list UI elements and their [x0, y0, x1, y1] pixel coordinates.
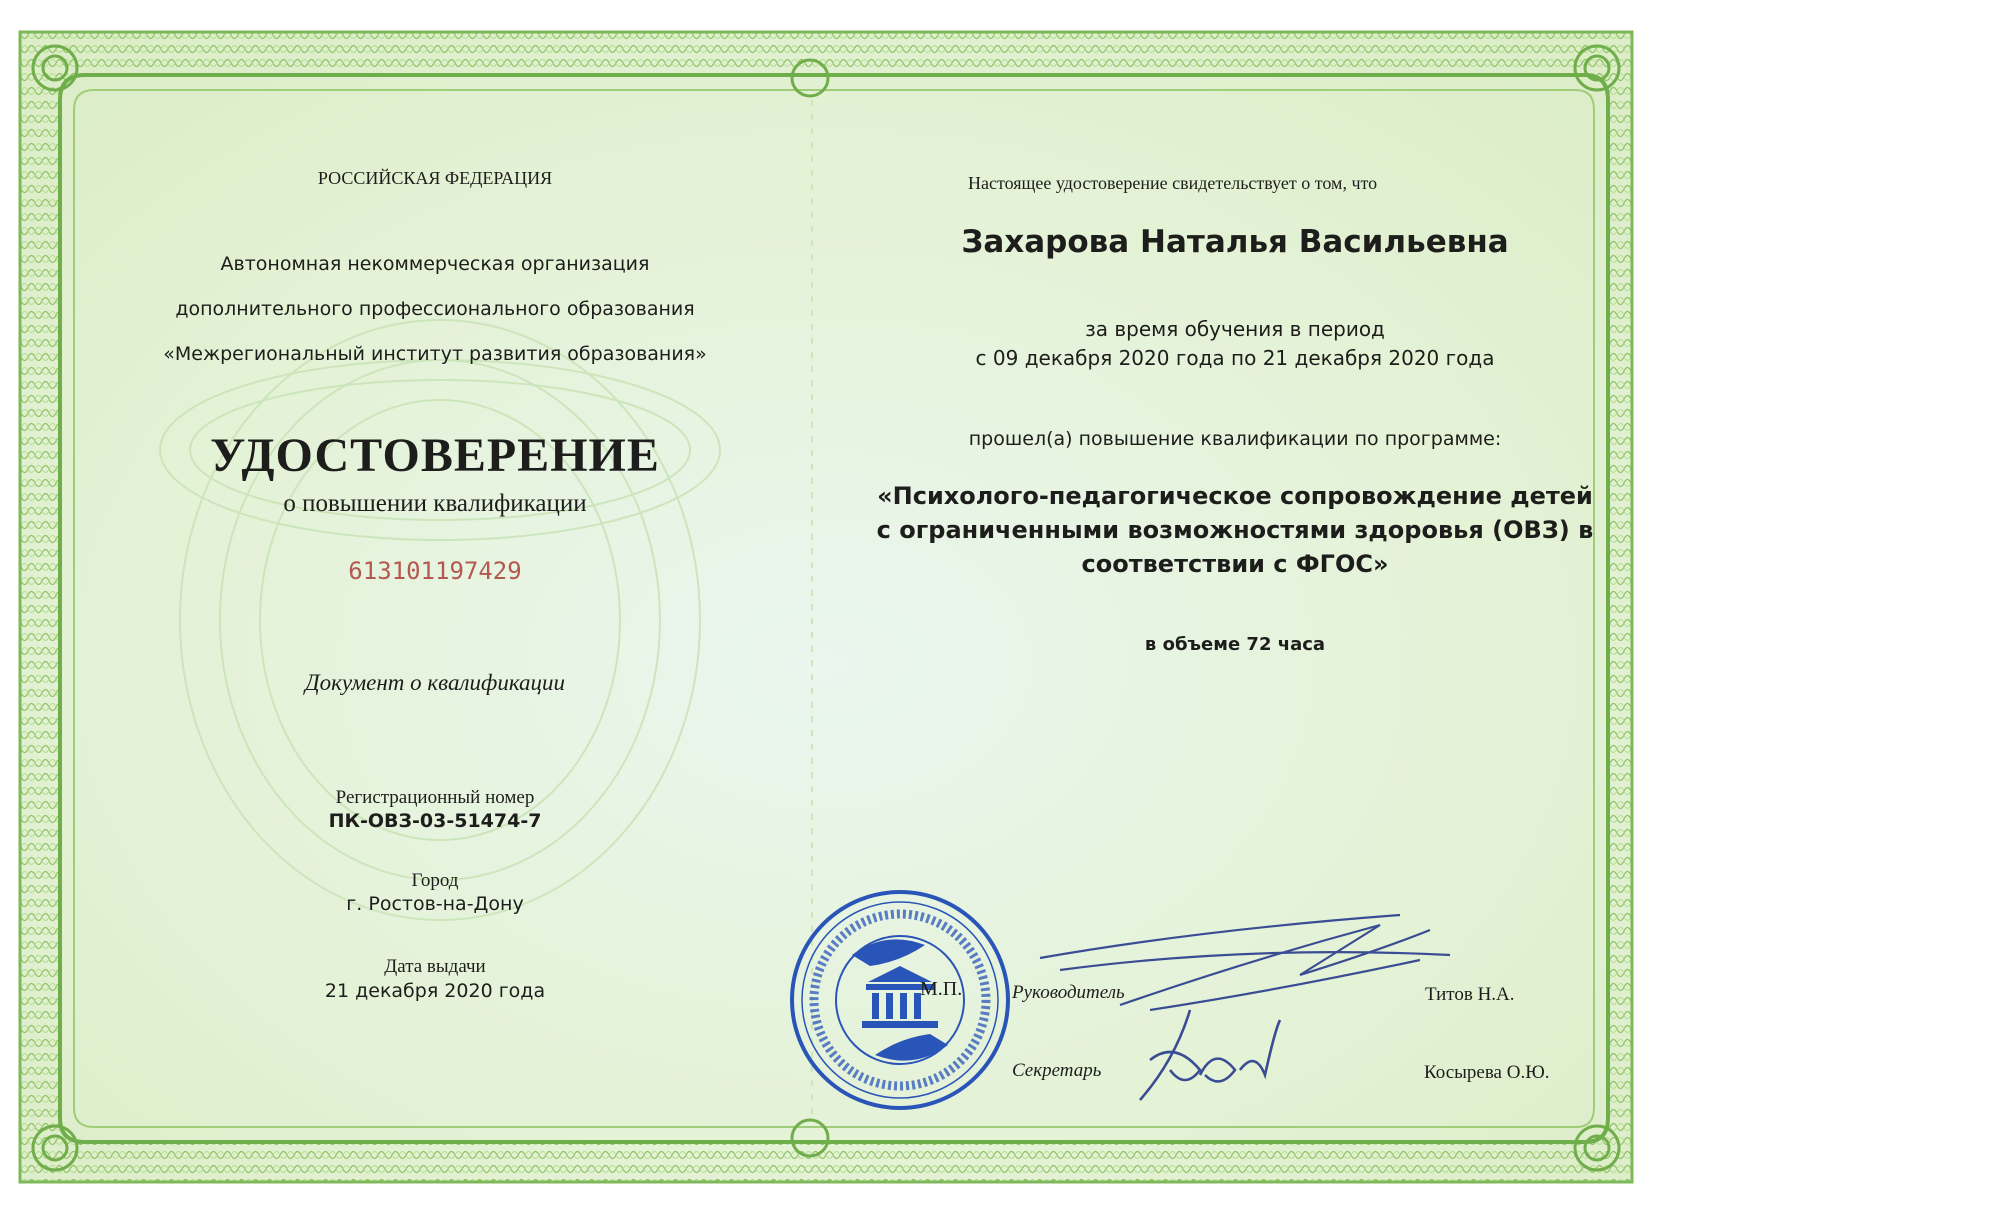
document-subtitle: о повышении квалификации	[283, 490, 587, 517]
secretary-name: Косырева О.Ю.	[1424, 1062, 1550, 1083]
head-name: Титов Н.А.	[1425, 984, 1515, 1005]
course-volume: в объеме 72 часа	[1144, 634, 1326, 655]
study-period-line-2: с 09 декабря 2020 года по 21 декабря 2020 года	[975, 346, 1495, 370]
registration-number: ПК-ОВЗ-03-51474-7	[328, 810, 542, 832]
org-name-line-2: дополнительного профессионального образования	[175, 298, 695, 320]
secretary-label: Секретарь	[1012, 1060, 1102, 1081]
program-title-line-2: с ограниченными возможностями здоровья (ОВЗ) в	[876, 516, 1594, 544]
passed-training-text: прошел(а) повышение квалификации по программе:	[968, 428, 1502, 450]
program-title-line-3: соответствии с ФГОС»	[1081, 550, 1389, 578]
issue-date-label: Дата выдачи	[384, 956, 486, 977]
document-title: УДОСТОВЕРЕНИЕ	[210, 429, 660, 482]
registration-label: Регистрационный номер	[335, 787, 535, 808]
intro-text: Настоящее удостоверение свидетельствует о том, что	[968, 173, 1378, 193]
city-label: Город	[411, 870, 459, 891]
issue-date-value: 21 декабря 2020 года	[324, 980, 546, 1002]
recipient-name: Захарова Наталья Васильевна	[961, 224, 1509, 260]
city-value: г. Ростов-на-Дону	[346, 893, 524, 915]
org-name-line-3: «Межрегиональный институт развития образования»	[163, 343, 707, 365]
org-name-line-1: Автономная некоммерческая организация	[220, 253, 650, 275]
head-label: Руководитель	[1012, 982, 1125, 1003]
document-type: Документ о квалификации	[304, 670, 566, 695]
seal-place-label: М.П.	[920, 978, 963, 1000]
study-period-line-1: за время обучения в период	[1085, 317, 1385, 341]
country-name: РОССИЙСКАЯ ФЕДЕРАЦИЯ	[317, 168, 553, 188]
program-title-line-1: «Психолого-педагогическое сопровождение детей	[877, 482, 1593, 510]
serial-number: 613101197429	[348, 557, 522, 585]
